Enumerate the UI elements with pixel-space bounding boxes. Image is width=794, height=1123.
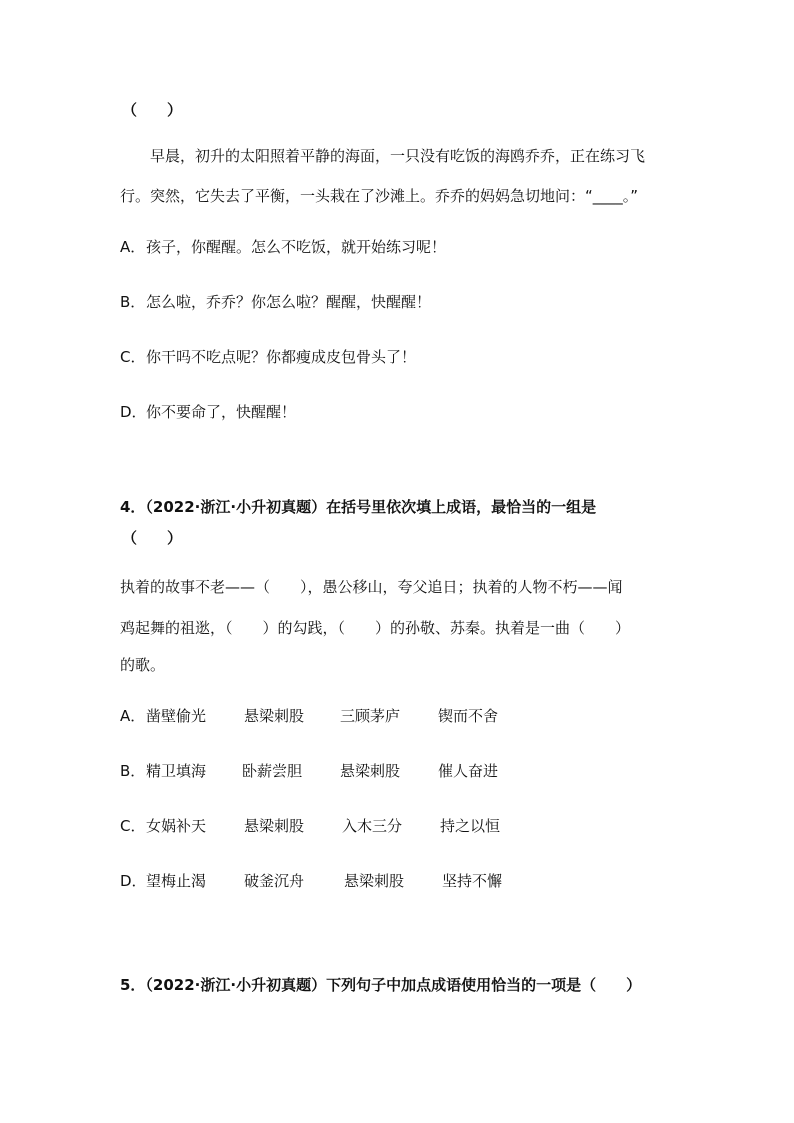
q4-title: 4．（2022·浙江·小升初真题）在括号里依次填上成语，最恰当的一组是 — [120, 498, 597, 516]
option-idiom: 持之以恒 — [440, 817, 501, 835]
q3-option-c[interactable] — [120, 347, 416, 367]
q4-option-b[interactable] — [120, 761, 498, 781]
q3-passage-line-2: 行。突然，它失去了平衡，一头栽在了沙滩上。乔乔的妈妈急切地问：“____。” — [120, 187, 639, 205]
q4-passage-line-2: 鸡起舞的祖逖，（ ）的勾践，（ ）的孙敬、苏秦。执着是一曲（ ） — [120, 619, 631, 637]
option-idiom: 破釜沉舟 — [244, 872, 305, 890]
q4-answer-paren: （ ） — [122, 529, 183, 547]
option-idiom: 入木三分 — [342, 817, 403, 835]
option-letter: B． — [120, 762, 146, 780]
option-idiom: 悬梁刺股 — [244, 817, 305, 835]
option-text: 怎么啦，乔乔？你怎么啦？醒醒，快醒醒！ — [146, 293, 432, 311]
q4-passage-line-3: 的歌。 — [120, 656, 166, 674]
option-letter: A． — [120, 707, 146, 725]
q3-passage-line-1: 早晨，初升的太阳照着平静的海面，一只没有吃饭的海鸥乔乔，正在练习飞 — [150, 147, 646, 165]
q3-option-d[interactable] — [120, 402, 296, 422]
q4-option-c[interactable] — [120, 816, 500, 836]
q5-title: 5．（2022·浙江·小升初真题）下列句子中加点成语使用恰当的一项是（ ） — [120, 976, 642, 994]
option-letter: B． — [120, 293, 146, 311]
option-letter: D． — [120, 403, 147, 421]
option-text: 孩子，你醒醒。怎么不吃饭，就开始练习呢！ — [146, 238, 447, 256]
q3-option-a[interactable] — [120, 237, 446, 257]
option-idiom: 悬梁刺股 — [344, 872, 405, 890]
option-text: 你干吗不吃点呢？你都瘦成皮包骨头了！ — [146, 348, 417, 366]
option-idiom: 精卫填海 — [146, 762, 207, 780]
q3-answer-paren: （ ） — [122, 101, 183, 119]
option-letter: A． — [120, 238, 146, 256]
q4-option-d[interactable] — [120, 871, 502, 891]
option-text: 你不要命了，快醒醒！ — [146, 403, 297, 421]
option-letter: C． — [120, 348, 146, 366]
option-idiom: 三顾茅庐 — [340, 707, 401, 725]
q4-option-a[interactable] — [120, 706, 498, 726]
option-idiom: 悬梁刺股 — [244, 707, 305, 725]
option-letter: C． — [120, 817, 146, 835]
option-idiom: 坚持不懈 — [442, 872, 503, 890]
option-idiom: 锲而不舍 — [438, 707, 499, 725]
option-idiom: 卧薪尝胆 — [242, 762, 303, 780]
option-idiom: 悬梁刺股 — [340, 762, 401, 780]
q4-passage-line-1: 执着的故事不老——（ ），愚公移山，夸父追日；执着的人物不朽——闻 — [120, 578, 623, 596]
option-idiom: 催人奋进 — [438, 762, 499, 780]
option-letter: D． — [120, 872, 147, 890]
q3-option-b[interactable] — [120, 292, 431, 312]
option-idiom: 女娲补天 — [146, 817, 207, 835]
option-idiom: 望梅止渴 — [146, 872, 207, 890]
option-idiom: 凿壁偷光 — [146, 707, 207, 725]
